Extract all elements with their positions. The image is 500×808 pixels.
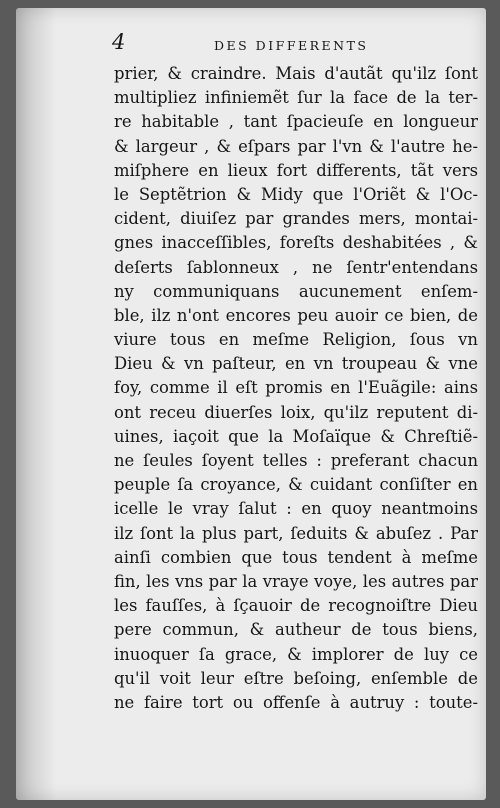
text-line: qu'il voit leur eſtre beſoing, enſemble de xyxy=(114,668,478,688)
text-line: re habitable , tant ſpacieuſe en longueur xyxy=(114,112,478,132)
text-line: le Septẽtrion & Midy que l'Oriẽt & l'Oc- xyxy=(114,184,478,204)
running-head: DES DIFFERENTS xyxy=(214,38,369,53)
text-line: ny communiquans aucunement enſem- xyxy=(114,281,478,301)
text-line: ainſi combien que tous tendent à meſme xyxy=(114,547,478,567)
page-number: 4 xyxy=(112,30,126,54)
text-line: & largeur , & eſpars par l'vn & l'autre he- xyxy=(114,136,478,156)
text-line: ne faire tort ou offenſe à autruy : toute- xyxy=(114,692,478,712)
text-line: icelle le vray ſalut : en quoy neantmoins xyxy=(114,499,478,519)
text-line: gnes inacceſſibles, foreſts deshabitées , & xyxy=(114,233,478,253)
text-line: ont receu diuerſes loix, qu'ilz reputent di- xyxy=(114,402,478,422)
text-line: Dieu & vn paſteur, en vn troupeau & vne xyxy=(114,354,478,374)
body-text xyxy=(114,62,478,715)
text-line: foy, comme il eſt promis en l'Euãgile: ains xyxy=(114,378,478,398)
page-header xyxy=(112,30,482,56)
text-line: ilz ſont la plus part, ſeduits & abuſez . Par xyxy=(114,523,478,543)
text-line: pere commun, & autheur de tous biens, xyxy=(114,620,478,640)
text-line: cident, diuiſez par grandes mers, montai- xyxy=(114,209,478,229)
text-line: prier, & craindre. Mais d'autãt qu'ilz ſont xyxy=(114,64,478,83)
text-line: multipliez infiniemẽt ſur la face de la ter- xyxy=(114,88,478,108)
book-page xyxy=(16,8,486,800)
text-line: les fauſſes, à ſçauoir de recognoiſtre Dieu xyxy=(114,596,478,616)
text-line: uines, iaçoit que la Moſaïque & Chreſtiẽ- xyxy=(114,426,478,446)
text-line: ble, ilz n'ont encores peu auoir ce bien, de xyxy=(114,305,478,325)
text-line: peuple ſa croyance, & cuidant conſiſter en xyxy=(114,475,478,495)
text-line: viure tous en meſme Religion, ſous vn xyxy=(114,330,478,350)
text-line: inuoquer ſa grace, & implorer de luy ce xyxy=(114,644,478,664)
text-line: fin, les vns par la vraye voye, les autres par xyxy=(114,571,478,591)
text-line: miſphere en lieux fort differents, tãt vers xyxy=(114,160,478,180)
text-line: ne ſeules ſoyent telles : preferant chacun xyxy=(114,451,478,470)
text-line: deſerts ſablonneux , ne ſentr'entendans xyxy=(114,257,478,277)
